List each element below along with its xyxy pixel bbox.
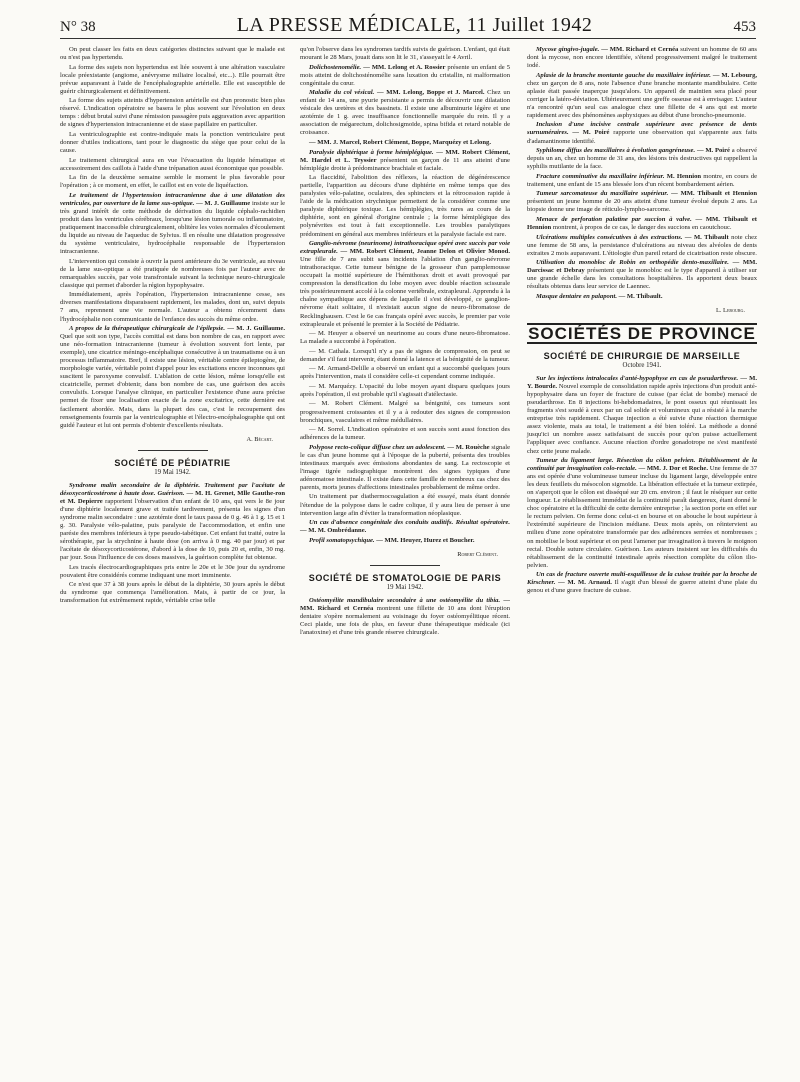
article-text: présentent que le monobloc est le type d'appareil à utiliser sur une grande échelle dans les consultations hospitalières. Ils apportent deux beaux résultats obtenus dans leur service de Laennec.	[527, 267, 757, 291]
page-number: 453	[733, 19, 756, 35]
article-title: Paralysie diphtérique à forme hémiplégique.	[309, 148, 434, 156]
issue-number: N° 38	[60, 19, 96, 35]
article-entry	[60, 325, 285, 430]
article-authors: — M. Rouèche	[447, 443, 490, 451]
article-entry	[527, 234, 757, 258]
article-title: Un cas de fracture ouverte multi-esquilleuse de la cuisse traitée par la broche de Kirschner.	[527, 571, 757, 587]
paragraph: Ce n'est que 37 à 38 jours après le début de la diphtérie, 30 jours après le début du syndrome que commença l'amélioration. Mais, à partir de ce jour, la transformation fut extrêmement rapide, véritable crise telle	[60, 581, 285, 605]
article-text: insiste sur le très grand intérêt de cette méthode de dérivation du liquide céphalo-rachidien produit dans les ventricules cérébraux, lorsqu'une lésion tumorale ou inflammatoire, pratiquement inaccessible chirurgicalement, oblitère les voies normales d'écoulement du liquide au niveau de l'aqueduc de Sylvius. Il en résulte une dilatation progressive du système ventriculaire, hydrocéphalie responsable de l'hypertension intracranienne.	[60, 199, 285, 256]
article-text: signale le cas d'un jeune homme qui à l'époque de la puberté, présenta des troubles intestinaux marqués avec émissions abondantes de sang. La rectoscopie et l'image tigrée radiographique montrèrent des signes typiques d'une adénomatose intestinale. Il existe dans cette famille de nombreux cas chez des parents, morts jeunes d'affections intestinales probablement de même ordre.	[300, 443, 511, 491]
paragraph: qu'on l'observe dans les syndromes tardifs suivis de guérison. L'enfant, qui était mourant le 28 Mars, jouait dans son lit le 31, s'asseyait le 4 Avril.	[300, 46, 510, 62]
article-entry	[300, 64, 510, 88]
paragraph: Le traitement chirurgical aura en vue l'évacuation du liquide hématique et accessoirement des caillots à l'aide d'une trépanation aussi économique que possible.	[60, 156, 285, 172]
article-text: présentent un jeune homme de 20 ans atteint d'une tumeur évolué depuis 2 ans. La biopsie donne une image de réticulo-lympho-sarcome.	[527, 198, 757, 214]
article-title: Ulcérations multiples consécutives à des extractions.	[536, 233, 683, 241]
paragraph: La fin de la deuxième semaine semble le moment le plus favorable pour l'opération ; à ce moment, en effet, le caillot est en voie de liquéfaction.	[60, 174, 285, 190]
article-text: montrent, à propos de ce cas, le danger des succions en caoutchouc.	[552, 223, 732, 231]
paragraph: — M. Heuyer a observé un neurinome au cours d'une neuro-fibromatose. La malade a succombé à l'opération.	[300, 330, 510, 346]
article-entry	[527, 46, 757, 70]
article-text: Quel que soit son type, l'accès comitial est dans bon nombre de cas, en rapport avec une néo-formation intracranienne (tumeur à évolution souvent fort lente, par exemple), une cicatrice méningo-encéphalique consécutive à un traumatisme ou à un processus inflammatoire. Bref, il existe une lésion, véritable centre épileptogène, de morphologie variée, véritable point d'appel pour les excitations encore inconnues qui suscitent le paroxysme convulsif. L'ablation de cette lésion, même lorsqu'elle est cicatricielle, permet d'obtenir, dans bon nombre de cas, une guérison des accès convulsifs. Lorsque l'analyse clinique, en particulier l'existence d'une aura précise permet de fixer une localisation exacte de la zone excitatrice, cette dernière est facilement abordée. Mais, dans la plupart des cas, c'est le recoupement des renseignements fournis par la ventriculographie et l'électro-encéphalographie qui ont guidé l'auteur et lui ont permis d'obtenir d'excellents résultats.	[60, 333, 285, 429]
article-entry	[300, 240, 510, 329]
article-authors: — M. J. Guillaume	[196, 199, 251, 207]
article-text: Nouvel exemple de consolidation rapide après injections d'un produit anté-hypophysaire dans un foyer de fracture de cuisse (par éclat de bombe) menacé de pseudarthrose. En 8 injections bi-hebdomadaires, le pont osseux qui réunissait les fragments s'est soudé à ceux par un cal solide et volumineux qui a résisté à la marche entreprise très rapidement. Chaque injection a été suivie d'une réaction thermique assez violente, mais au total, le traitement a été bien toléré. La méthode a donné jusqu'ici un nombre assez satisfaisant de succès pour qu'on puisse actuellement l'appliquer avec confiance. Aucune réaction d'ordre gonadotrope ne s'est manifesté chez cette jeune malade.	[527, 383, 757, 455]
section-title: SOCIÉTÉ DE PÉDIATRIE	[114, 457, 231, 468]
article-authors: — MM. Thibault et Hennion	[527, 215, 757, 231]
article-authors: M. Hennion	[666, 172, 702, 180]
article-title: Inclusion d'une incisive centrale supérieure avec présence de dents surnuméraires.	[527, 121, 757, 137]
article-entry	[300, 89, 510, 137]
article-title: Masque dentaire en palapont.	[536, 292, 617, 300]
article-text: Il s'agit d'un blessé de guerre atteint d'une plaie du genou et d'une grave fracture de cuisse.	[527, 579, 758, 595]
article-title: Un cas d'absence congénitale des conduits auditifs. Résultat opératoire.	[309, 519, 510, 527]
article-title: A propos de la thérapeutique chirurgicale de l'épilepsie.	[69, 325, 225, 333]
article-entry	[527, 259, 757, 291]
section-title: SOCIÉTÉ DE STOMATOLOGIE DE PARIS	[308, 572, 502, 583]
signature: A. Bécart.	[246, 435, 273, 443]
divider	[370, 565, 440, 566]
section-date: 19 Mai 1942.	[386, 583, 424, 591]
paragraph: On peut classer les faits en deux catégories distinctes suivant que le malade est ou n'est pas hypertendu.	[60, 46, 285, 62]
article-entry	[300, 444, 510, 492]
section-date: 19 Mai 1942.	[154, 468, 191, 476]
article-authors: — MM. Robert Clément, M. Hardel et L. Teyssier	[300, 148, 510, 164]
article-title: Syndrome malin secondaire de la diphtérie. Traitement par l'acétate de désoxycorticostérone à haute dose. Guérison.	[60, 481, 285, 497]
paragraph: La forme des sujets atteints d'hypertension artérielle est d'un pronostic bien plus réservé. L'indication opératoire se basera le plus souvent sur l'évolution en deux temps : début brutal suivi d'une rémission passagère puis aggravation avec apparition de signes d'hypertension intracranienne et de stase papillaire en particulier.	[60, 97, 285, 129]
paragraph: — M. Armand-Delille a observé un enfant qui a succombé quelques jours après l'intervention, mais il considère celle-ci cependant comme indiquée.	[300, 365, 510, 381]
article-title: Sur les injections intralocales d'anté-hypophyse en cas de pseudarthrose.	[536, 375, 739, 383]
article-entry	[300, 139, 510, 147]
article-text: montrent une fillette de 10 ans dont l'éruption dentaire s'opère normalement au voisinage du foyer ostéomyélitique récent. Ceci plaide, une fois de plus, en faveur d'une thérapeutique médicale (ici l'anatoxine) et d'une très grande réserve chirurgicale.	[300, 604, 510, 637]
article-title: Ostéomyélite mandibulaire secondaire à une ostéomyélite du tibia.	[309, 596, 501, 604]
article-text: a observé depuis un an, chez un homme de 31 ans, des lésions très destructives qui rappellent la syphilis mutilante de la face.	[527, 147, 757, 171]
article-authors: — MM. Richard et Cernéa	[300, 596, 510, 612]
paragraph: — M. Cathala. Lorsqu'il n'y a pas de signes de compression, on peut se demander s'il faut intervenir, étant donné la latence et la bénignité de la tumeur.	[300, 347, 510, 363]
article-title: Dolichostenomélie.	[309, 63, 362, 71]
article-text: suivent un homme de 60 ans dont la mycose, non encore identifiée, s'étend progressivement malgré le traitement iodé.	[527, 46, 757, 70]
article-text: chez un garçon de 8 ans, note l'absence d'une branche montante mandibulaire. Cette aplasie était passée inaperçue jusqu'alors. Un appareil de maintien sera placé pour corriger la latéro-déviation. Ultérieurement une greffe osseuse est à envisager. L'auteur n'a rencontré qu'un seul cas analogue chez une fillette de 4 ans qui est morte rapidement avec des phénomènes asphyxiques au début d'une broncho-pneumonie.	[527, 79, 757, 119]
article-authors: — M. J. Guillaume.	[227, 325, 285, 333]
column-1	[60, 46, 285, 607]
article-authors: — M. H. Grenet, Mlle Gauthe-ron et M. Depierre	[60, 489, 286, 505]
article-text: rapporte une observation qui s'apparente aux faits d'adamantinome identifié.	[527, 129, 757, 145]
divider	[138, 450, 208, 451]
big-section-title: SOCIÉTÉS DE PROVINCE	[528, 323, 756, 343]
article-authors: — M. Poiré	[572, 129, 610, 137]
article-authors: — MM. Lelong, Boppe et J. Marcel.	[377, 89, 485, 97]
article-title: Menace de perforation palatine par succion à valve.	[536, 215, 692, 223]
article-entry	[527, 571, 757, 595]
paragraph: Les tracés électrocardiographiques pris entre le 20e et le 30e jour du syndrome pouvaient être considérés comme indiquant une mort imminente.	[60, 563, 285, 579]
article-entry	[60, 482, 285, 562]
article-entry	[527, 190, 757, 214]
article-text: Chez un enfant de 14 ans, une pyurie persistante a permis de découvrir une dilatation vésicale des uretères et des bassinets. Il existe une albuminurie légère et une azotémie de 1 g. avec insuffisance fonctionnelle marquée du rein. Il y a association de mégarectum, dolichosigmoïde, spina bifida et retard notable de croissance.	[300, 89, 510, 137]
article-authors: — M. M. Arnaud.	[558, 579, 612, 587]
article-authors: — MM. Robert Clément, Jeanne Delon et Olivier Monod.	[340, 248, 510, 256]
paragraph: La flaccidité, l'abolition des réflexes, la réaction de dégénérescence partielle, l'apparition au décours d'une diphtérie en même temps que des paralysies vélo-palatine, oculaires, des sphincters et la rétrocession rapide à l'aide de la médication strychnique permettent de la considérer comme une paralysie diphtérique toxique. Les hémiplégies, très rares au cours de la diphtérie, sont en général d'origine centrale ; la forme hémiplégique des polynévrites est tout à fait exceptionnelle. Les troubles paralytiques prédominent en général aux membres inférieurs et la paralysie faciale est rare.	[300, 174, 510, 238]
signature: Robert Clément.	[457, 550, 498, 558]
article-authors: — MM. Darcissac et Debray	[527, 259, 758, 275]
article-entry	[527, 173, 757, 189]
paragraph: La ventriculographie est contre-indiquée mais la ponction ventriculaire peut donner d'utiles indications, tant pour le diagnostic du siège que pour celui de la cause.	[60, 130, 285, 155]
article-entry	[527, 216, 757, 232]
paragraph: — M. Marquézy. L'opacité du lobe moyen ayant disparu quelques jours après l'opération, il est probable qu'il s'agissait d'atélectasie.	[300, 382, 510, 398]
paragraph: L'intervention qui consiste à ouvrir la paroi antérieure du 3e ventricule, au niveau de la lame sus-optique a été pratiquée de nombreuses fois par l'auteur avec de remarquables succès, par voie transfrontale suivant la technique neuro-chirurgicale classique qui permet d'aborder la région hypophysaire.	[60, 257, 285, 289]
paragraph: Immédiatement, après l'opération, l'hypertension intracranienne cesse, ses diverses manifestations disparaissent rapidement, les malades, dont un, suivi depuis 7 ans, reprennent une vie normale. L'auteur a obtenu récemment dans l'hydrocéphalie non communicante de l'enfance des succès du même ordre.	[60, 291, 285, 323]
article-title: Profil somatopsychique.	[309, 536, 375, 544]
article-authors: — MM. Heuyer, Hurez et Boucher.	[376, 536, 475, 544]
article-title: Mycose gingivo-jugale.	[536, 46, 600, 53]
article-authors: — MM. J. Marcel, Robert Clément, Boppe, Marquézy et Lelong.	[309, 139, 491, 147]
article-title: Syphilome diffus des maxillaires à évolution gangréneuse.	[536, 147, 696, 155]
article-title: Aplasie de la branche montante gauche du maxillaire inférieur.	[536, 71, 711, 79]
article-title: Le traitement de l'hypertension intracranienne due à une dilatation des ventricules, par ouverture de la lame sus-optique.	[60, 191, 285, 207]
column-3	[527, 46, 757, 597]
article-text: Une fille de 7 ans subit sans incidents l'ablation d'un ganglio-névrome intrathoracique. Cette tumeur bénigne de la grosseur d'un pamplemousse occupait la moitié supérieure de l'hémithorax droit et avait provoqué par compression la densification du lobe moyen avec double réaction scissurale très postérieurement accolé à la colonne vertébrale, extrapleural. Apprendu à la chaîne sympathique aux dépens de laquelle il s'est développé, ce ganglion-névrome était solitaire, il n'existait aucun signe de neuro-fibromatose de Recklinghausen. C'est le 6e cas français opéré avec succès, le premier par voie extrapleurale et présenté le premier à la Société de Pédiatrie.	[300, 256, 510, 328]
article-authors: — MM. Thibault et Hennion	[671, 190, 757, 198]
section-date: Octobre 1941.	[622, 362, 662, 370]
column-2	[300, 46, 510, 639]
article-entry	[527, 147, 757, 171]
article-authors: — M. Y. Bourde.	[527, 375, 757, 391]
article-entry	[300, 537, 510, 545]
article-title: Polypose recto-colique diffuse chez un adolescent.	[309, 443, 446, 451]
article-authors: — M. Lebourg,	[712, 71, 758, 79]
article-text: Une femme de 37 ans est opérée d'une volumineuse tumeur incluse du ligament large, développée entre les deux feuillets du mésocolon sigmoïde. La libération effectuée et la tumeur extirpée, on s'aperçoit que le côlon est disséqué sur 20 cm. environ ; il faut le réséquer sur cette longueur. Le rétablissement immédiat de la continuité paraît dangereux, étant donné le choc opératoire et la difficulté de cette dernière entreprise ; la section porte en effet sur le rectum pelvien. On ferme donc celui-ci en bourse et on abouche le bout supérieur à l'extrémité supérieure de l'incision médiane. Deux mois après, on réintervient au milieu d'une zone opératoire transformée par des adhérences serrées et nombreuses ; on mobilise le bout supérieur et on peut l'amener par invagination à travers le moignon rectal. Double suture circulaire. Guérison. Les auteurs insistent sur les difficultés du rétablissement de la continuité intestinale après résection complète du côlon ilio-pelvien.	[527, 465, 758, 569]
article-entry	[527, 375, 757, 455]
article-title: Maladie du col vésical.	[309, 89, 375, 97]
article-entry	[527, 293, 757, 301]
page-header	[60, 14, 756, 39]
article-authors: — M. Thibault	[684, 233, 729, 241]
article-authors: — MM. Lelong et A. Rossier	[363, 63, 446, 71]
article-authors: — M. Thibault.	[618, 292, 663, 300]
journal-title: LA PRESSE MÉDICALE, 11 Juillet 1942	[236, 14, 593, 36]
article-text: note chez une femme de 58 ans, la persistance d'ulcérations au niveau des alvéoles de dents extraites 2 mois auparavant. L'étiologie d'un pareil retard de cicatrisation reste obscure.	[527, 233, 758, 257]
article-entry	[60, 192, 285, 256]
article-title: Tumeur sarcomateuse du maxillaire supérieur.	[536, 190, 669, 198]
article-entry	[527, 457, 757, 570]
paragraph: La forme des sujets non hypertendus est liée souvent à une altération vasculaire locale préexistante (angiome, anévrysme miliaire localisé, etc...). Elle pourrait être prévue auparavant à l'aide de l'encéphalographie artérielle. Elle est susceptible de guérir chirurgicalement et définitivement.	[60, 63, 285, 95]
paragraph: — M. Sorrel. L'indication opératoire et son succès sont aussi fonction des adhérences de la tumeur.	[300, 426, 510, 442]
article-text: rapportent l'observation d'un enfant de 10 ans, qui vers le 8e jour d'une diphtérie localement grave et traitée tardivement, présenta les signes d'un syndrome malin secondaire : une azotémie dont le taux passa de 0 g. 46 à 1 g. 15 et 1 g. 30. Paralysie vélo-palatine, puis paralysie de l'accommodation, et enfin une parésie des membres inférieurs à type pseudo-tabétique. Cet enfant fut traité, outre la sérothérapie, par la strychnine à haute dose (on arriva à 0 mg. 40 par jour) et par l'acétate de désoxycorticostérone, d'abord à la dose de 10, puis 20 et, enfin, 30 mg. par jour. Sous l'influence de ces doses massives, la guérison complète fut obtenue.	[60, 497, 285, 562]
article-authors: — M. Poiré	[696, 147, 730, 155]
article-entry	[527, 121, 757, 145]
section-title: SOCIÉTÉ DE CHIRURGIE DE MARSEILLE	[543, 351, 741, 361]
article-entry	[300, 519, 510, 535]
article-text: montre, en cours de traitement, une enfant de 15 ans blessée lors d'un récent bombardement aérien.	[527, 172, 757, 188]
paragraph: Un traitement par diathermocoagulation a été essayé, mais étant donnée l'étendue de la polypose dans le cadre colique, il y aura lieu de penser à une intervention large afin d'éviter la transformation néoplasique.	[300, 493, 510, 517]
paragraph: — M. Robert Clément. Malgré sa bénignité, ces tumeurs sont progressivement croissantes et il y a à redouter des signes de compression bronchiques, vasculaires et même médullaires.	[300, 400, 510, 424]
article-entry	[527, 72, 757, 120]
article-text: présentent un garçon de 11 ans atteint d'une hémiplégie droite à prédominance brachiale et faciale.	[300, 156, 510, 172]
article-title: Tumeur du ligament large. Résection du côlon pelvien. Rétablissement de la continuité par invagination colo-rectale.	[527, 457, 757, 473]
article-title: Fracture comminutive du maxillaire inférieur.	[536, 172, 665, 180]
article-title: Ganglio-névrome (neurinome) intrathoracique opéré avec succès par voie extrapleurale.	[300, 240, 510, 256]
article-authors: — M. M. Ombrédanne.	[300, 527, 367, 535]
article-entry	[300, 149, 510, 173]
article-authors: — MM. J. Dor et Roche.	[638, 465, 708, 473]
article-title: Utilisation du monobloc de Robin en orthopédie dento-maxillaire.	[536, 259, 729, 267]
article-authors: — MM. Richard et Cernéa	[601, 46, 679, 53]
article-entry	[300, 597, 510, 637]
signature: L. Lebourg.	[715, 306, 745, 314]
article-text: présente un enfant de 5 mois atteint de dolichosténomélie sans luxation du cristallin, ni malformation congénitale du cœur.	[300, 63, 510, 87]
